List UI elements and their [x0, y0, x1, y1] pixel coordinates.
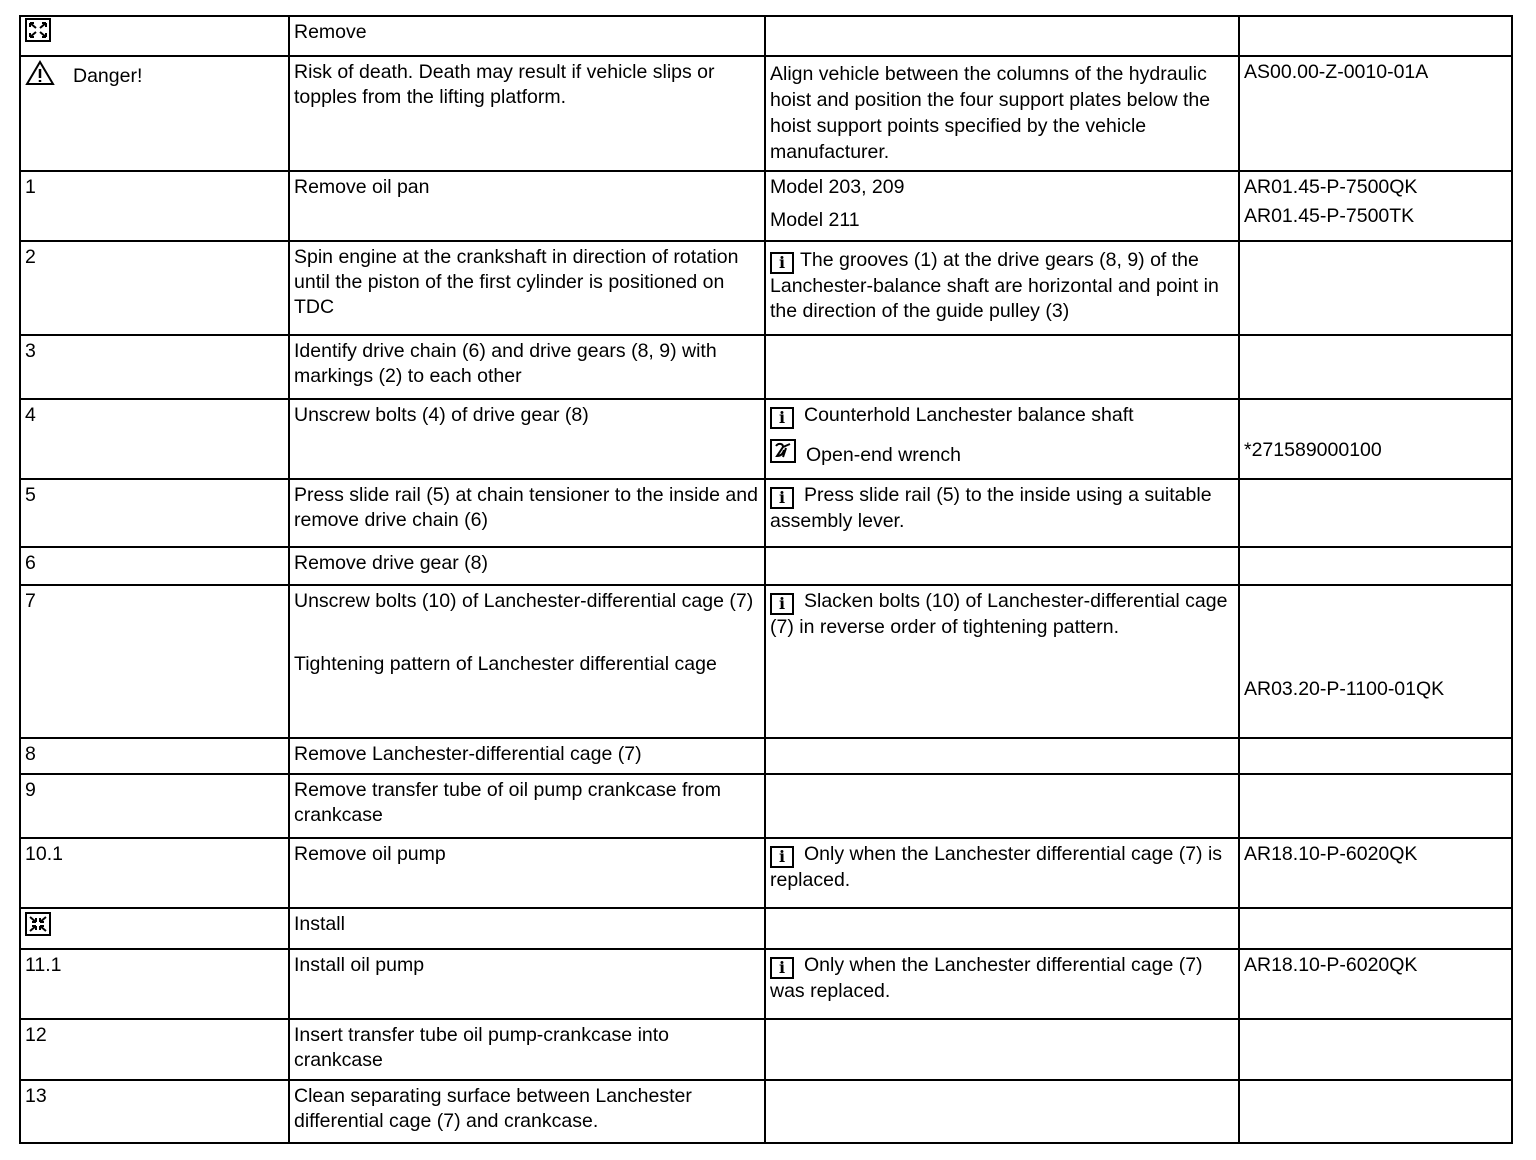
info-icon: i — [770, 846, 794, 868]
table-row: 13 Clean separating surface between Lanchester differential cage (7) and crankcase. — [20, 1080, 1512, 1143]
table-row: Install — [20, 908, 1512, 949]
install-icon — [25, 912, 51, 936]
table-row: 7 Unscrew bolts (10) of Lanchester-differential cage (7) Tightening pattern of Lanchester differential cage i Slacken bolts (10) of Lanchester-differential cage (7) in reverse order of tightening pattern. AR03.20-P-1100-01QK — [20, 585, 1512, 738]
note-cell: Align vehicle between the columns of the hydraulic hoist and position the four support plates below the hoist support points specified by the vehicle manufacturer. — [765, 56, 1239, 171]
reference-link[interactable]: AR01.45-P-7500TK — [1244, 205, 1415, 227]
table-row: 12 Insert transfer tube oil pump-crankcase into crankcase — [20, 1019, 1512, 1080]
table-row: 6 Remove drive gear (8) — [20, 547, 1512, 585]
action-cell: Risk of death. Death may result if vehicle slips or topples from the lifting platform. — [289, 56, 765, 171]
procedure-table — [19, 15, 1513, 1144]
remove-icon — [25, 18, 51, 42]
table-row: 2 Spin engine at the crankshaft in direction of rotation until the piston of the first cylinder is positioned on TDC i The grooves (1) at the drive gears (8, 9) of the Lanchester-balance shaft are horizontal and point in the direction of the guide pulley (3) — [20, 241, 1512, 335]
table-row — [20, 16, 1512, 56]
reference-link[interactable]: AR18.10-P-6020QK — [1239, 838, 1512, 908]
info-icon: i — [770, 252, 794, 274]
table-row: 1 Remove oil pan Model 203, 209 Model 211 AR01.45-P-7500QK AR01.45-P-7500TK — [20, 171, 1512, 241]
tool-number[interactable]: *271589000100 — [1244, 439, 1382, 461]
table-row: 11.1 Install oil pump i Only when the Lanchester differential cage (7) was replaced. AR18.10-P-6020QK — [20, 949, 1512, 1019]
warning-icon — [25, 60, 55, 86]
danger-label: Danger! — [73, 65, 143, 87]
reference-link[interactable]: AS00.00-Z-0010-01A — [1239, 56, 1512, 171]
info-icon: i — [770, 957, 794, 979]
reference-link[interactable]: AR01.45-P-7500QK — [1244, 176, 1418, 198]
info-icon: i — [770, 487, 794, 509]
action-cell: Remove — [289, 16, 765, 56]
step-cell — [20, 16, 289, 56]
reference-link[interactable]: AR18.10-P-6020QK — [1239, 949, 1512, 1019]
table-row — [20, 56, 1512, 171]
table-row: 5 Press slide rail (5) at chain tensioner to the inside and remove drive chain (6) i Press slide rail (5) to the inside using a suitable assembly lever. — [20, 479, 1512, 547]
table-row: 9 Remove transfer tube of oil pump crankcase from crankcase — [20, 774, 1512, 838]
reference-link[interactable]: AR03.20-P-1100-01QK — [1244, 678, 1445, 700]
open-end-wrench-tool-icon — [770, 439, 796, 463]
table-row: 8 Remove Lanchester-differential cage (7) — [20, 738, 1512, 774]
info-icon: i — [770, 593, 794, 615]
table-row: 3 Identify drive chain (6) and drive gears (8, 9) with markings (2) to each other — [20, 335, 1512, 399]
table-row: 4 Unscrew bolts (4) of drive gear (8) i Counterhold Lanchester balance shaft Open-end wrench *271589000100 — [20, 399, 1512, 479]
table-row: 10.1 Remove oil pump i Only when the Lanchester differential cage (7) is replaced. AR18.10-P-6020QK — [20, 838, 1512, 908]
info-icon: i — [770, 407, 794, 429]
